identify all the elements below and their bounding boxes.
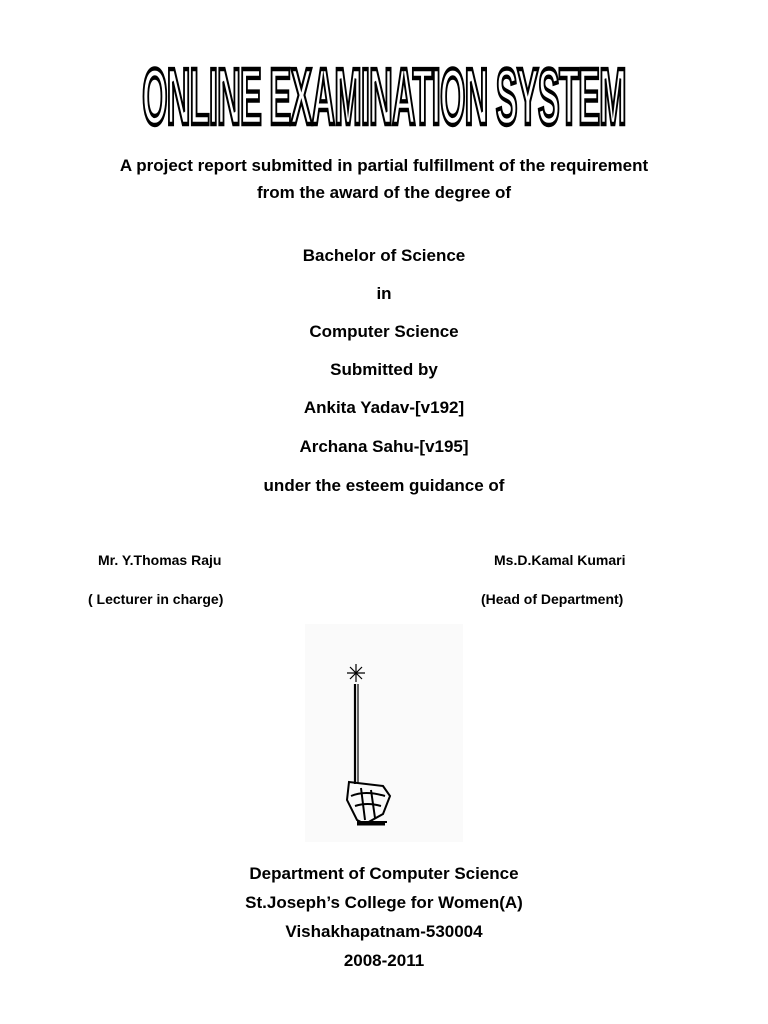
student-1: Ankita Yadav-[v192] — [303, 398, 465, 417]
student-2: Archana Sahu-[v195] — [299, 437, 469, 456]
guide-2-name: Ms.D.Kamal Kumari — [494, 552, 626, 568]
report-title: ONLINE EXAMINATION SYSTEM — [142, 54, 626, 142]
degree-name: Bachelor of Science — [302, 246, 466, 265]
guide-1-role: ( Lecturer in charge) — [88, 591, 224, 607]
title-container — [0, 54, 768, 142]
intro-line-2: from the award of the degree of — [256, 183, 512, 202]
college-name: St.Joseph’s College for Women(A) — [245, 893, 523, 912]
guidance-line: under the esteem guidance of — [263, 476, 505, 495]
subject-name: Computer Science — [309, 322, 459, 341]
in-word: in — [376, 284, 392, 303]
college-city: Vishakhapatnam-530004 — [285, 922, 483, 941]
intro-line-1: A project report submitted in partial fulfillment of the requirement — [119, 156, 649, 175]
department-name: Department of Computer Science — [249, 864, 519, 883]
guide-2-role: (Head of Department) — [481, 591, 624, 607]
college-emblem-lamp-icon — [305, 624, 463, 842]
academic-years: 2008-2011 — [343, 951, 425, 970]
guide-1-name: Mr. Y.Thomas Raju — [98, 552, 222, 568]
submitted-by-label: Submitted by — [330, 360, 438, 379]
